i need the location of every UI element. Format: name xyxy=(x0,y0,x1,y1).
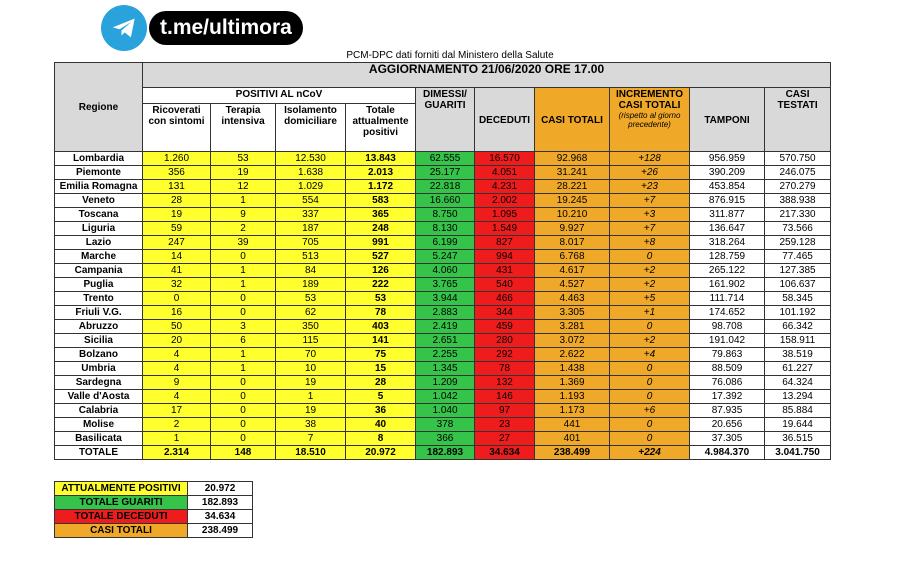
cell-ricoverati: 32 xyxy=(143,278,211,292)
cell-totale-positivi: 13.843 xyxy=(346,152,416,166)
cell-deceduti: 4.231 xyxy=(475,180,535,194)
cell-regione: Bolzano xyxy=(55,348,143,362)
cell-regione: Trento xyxy=(55,292,143,306)
cell-casi-totali: 4.527 xyxy=(535,278,610,292)
cell-incremento: +26 xyxy=(610,166,690,180)
cell-terapia: 0 xyxy=(211,432,276,446)
cell-deceduti: 146 xyxy=(475,390,535,404)
cell-incremento: +7 xyxy=(610,194,690,208)
cell-dimessi: 366 xyxy=(416,432,475,446)
cell-deceduti: 97 xyxy=(475,404,535,418)
cell-deceduti: 466 xyxy=(475,292,535,306)
cell-incremento: +7 xyxy=(610,222,690,236)
cell-casi-testati: 73.566 xyxy=(765,222,831,236)
table-row xyxy=(55,180,831,194)
cell-incremento: +1 xyxy=(610,306,690,320)
summary-row xyxy=(55,524,253,538)
summary-row xyxy=(55,482,253,496)
cell-tamponi: 79.863 xyxy=(690,348,765,362)
cell-incremento: +128 xyxy=(610,152,690,166)
cell-casi-totali: 92.968 xyxy=(535,152,610,166)
cell-isolamento: 62 xyxy=(276,306,346,320)
cell-tamponi: 111.714 xyxy=(690,292,765,306)
cell-dimessi: 2.651 xyxy=(416,334,475,348)
header-positivi: POSITIVI AL nCoV xyxy=(143,88,416,104)
header-incremento-label: INCREMENTO CASI TOTALI xyxy=(615,89,684,111)
cell-deceduti: 459 xyxy=(475,320,535,334)
cell-casi-testati: 388.938 xyxy=(765,194,831,208)
header-regione: Regione xyxy=(55,63,143,152)
cell-tamponi: 876.915 xyxy=(690,194,765,208)
cell-totale-positivi: 141 xyxy=(346,334,416,348)
cell-terapia: 0 xyxy=(211,306,276,320)
cell-tamponi: 191.042 xyxy=(690,334,765,348)
cell-ricoverati: 2 xyxy=(143,418,211,432)
cell-incremento: +2 xyxy=(610,334,690,348)
header-casi-totali: CASI TOTALI xyxy=(535,88,610,152)
cell-terapia: 0 xyxy=(211,404,276,418)
cell-casi-testati: 61.227 xyxy=(765,362,831,376)
cell-totale-positivi: 2.013 xyxy=(346,166,416,180)
cell-totale-positivi: 53 xyxy=(346,292,416,306)
cell-casi-totali: 8.017 xyxy=(535,236,610,250)
header-incremento xyxy=(610,88,690,152)
cell-isolamento: 10 xyxy=(276,362,346,376)
cell-casi-totali: 4.617 xyxy=(535,264,610,278)
cell-isolamento: 705 xyxy=(276,236,346,250)
cell-deceduti: 827 xyxy=(475,236,535,250)
cell-deceduti: 23 xyxy=(475,418,535,432)
cell-dimessi: 182.893 xyxy=(416,446,475,460)
channel-handle[interactable]: t.me/ultimora xyxy=(149,11,303,45)
cell-deceduti: 344 xyxy=(475,306,535,320)
cell-terapia: 39 xyxy=(211,236,276,250)
cell-casi-totali: 3.281 xyxy=(535,320,610,334)
total-row xyxy=(55,446,831,460)
cell-regione: Umbria xyxy=(55,362,143,376)
cell-isolamento: 19 xyxy=(276,404,346,418)
cell-incremento: 0 xyxy=(610,320,690,334)
cell-casi-testati: 259.128 xyxy=(765,236,831,250)
cell-terapia: 9 xyxy=(211,208,276,222)
cell-ricoverati: 1 xyxy=(143,432,211,446)
cell-totale-positivi: 5 xyxy=(346,390,416,404)
cell-casi-totali: 1.369 xyxy=(535,376,610,390)
summary-label: TOTALE GUARITI xyxy=(55,496,188,510)
cell-dimessi: 1.345 xyxy=(416,362,475,376)
cell-totale-positivi: 583 xyxy=(346,194,416,208)
summary-row xyxy=(55,496,253,510)
cell-tamponi: 136.647 xyxy=(690,222,765,236)
cell-casi-testati: 66.342 xyxy=(765,320,831,334)
cell-terapia: 2 xyxy=(211,222,276,236)
cell-totale-positivi: 126 xyxy=(346,264,416,278)
cell-isolamento: 115 xyxy=(276,334,346,348)
cell-regione: Valle d'Aosta xyxy=(55,390,143,404)
cell-regione: Campania xyxy=(55,264,143,278)
table-row xyxy=(55,166,831,180)
cell-regione: Basilicata xyxy=(55,432,143,446)
cell-regione: Liguria xyxy=(55,222,143,236)
cell-isolamento: 189 xyxy=(276,278,346,292)
cell-deceduti: 292 xyxy=(475,348,535,362)
cell-regione: Lombardia xyxy=(55,152,143,166)
cell-ricoverati: 4 xyxy=(143,362,211,376)
cell-casi-testati: 101.192 xyxy=(765,306,831,320)
cell-isolamento: 554 xyxy=(276,194,346,208)
cell-deceduti: 1.549 xyxy=(475,222,535,236)
header-tamponi: TAMPONI xyxy=(690,88,765,152)
cell-terapia: 0 xyxy=(211,418,276,432)
header-deceduti: DECEDUTI xyxy=(475,88,535,152)
cell-ricoverati: 14 xyxy=(143,250,211,264)
cell-casi-totali: 1.193 xyxy=(535,390,610,404)
cell-isolamento: 7 xyxy=(276,432,346,446)
cell-terapia: 1 xyxy=(211,362,276,376)
cell-incremento: 0 xyxy=(610,390,690,404)
cell-casi-totali: 31.241 xyxy=(535,166,610,180)
cell-terapia: 3 xyxy=(211,320,276,334)
cell-ricoverati: 4 xyxy=(143,390,211,404)
cell-isolamento: 1 xyxy=(276,390,346,404)
cell-incremento: +2 xyxy=(610,264,690,278)
header-isolamento: Isolamento domiciliare xyxy=(276,104,346,152)
cell-terapia: 53 xyxy=(211,152,276,166)
cell-dimessi: 6.199 xyxy=(416,236,475,250)
cell-terapia: 0 xyxy=(211,376,276,390)
cell-regione: Veneto xyxy=(55,194,143,208)
cell-terapia: 6 xyxy=(211,334,276,348)
cell-tamponi: 87.935 xyxy=(690,404,765,418)
header-dimessi: DIMESSI/ GUARITI xyxy=(416,88,475,152)
cell-dimessi: 2.883 xyxy=(416,306,475,320)
cell-casi-testati: 270.279 xyxy=(765,180,831,194)
table-row xyxy=(55,236,831,250)
cell-casi-totali: 3.072 xyxy=(535,334,610,348)
cell-regione: Lazio xyxy=(55,236,143,250)
cell-deceduti: 4.051 xyxy=(475,166,535,180)
cell-casi-testati: 58.345 xyxy=(765,292,831,306)
cell-regione: Emilia Romagna xyxy=(55,180,143,194)
cell-isolamento: 187 xyxy=(276,222,346,236)
cell-tamponi: 98.708 xyxy=(690,320,765,334)
cell-casi-testati: 246.075 xyxy=(765,166,831,180)
cell-tamponi: 174.652 xyxy=(690,306,765,320)
table-row xyxy=(55,432,831,446)
cell-ricoverati: 1.260 xyxy=(143,152,211,166)
cell-totale-positivi: 36 xyxy=(346,404,416,418)
cell-incremento: +23 xyxy=(610,180,690,194)
cell-terapia: 0 xyxy=(211,390,276,404)
cell-isolamento: 70 xyxy=(276,348,346,362)
cell-casi-testati: 13.294 xyxy=(765,390,831,404)
cell-casi-testati: 217.330 xyxy=(765,208,831,222)
table-row xyxy=(55,362,831,376)
cell-tamponi: 76.086 xyxy=(690,376,765,390)
cell-regione: Sardegna xyxy=(55,376,143,390)
covid-table xyxy=(54,62,831,460)
cell-isolamento: 12.530 xyxy=(276,152,346,166)
table-body xyxy=(55,152,831,460)
cell-dimessi: 8.750 xyxy=(416,208,475,222)
cell-casi-totali: 441 xyxy=(535,418,610,432)
cell-casi-testati: 64.324 xyxy=(765,376,831,390)
cell-regione: Sicilia xyxy=(55,334,143,348)
table-row xyxy=(55,334,831,348)
cell-totale-positivi: 991 xyxy=(346,236,416,250)
cell-incremento: 0 xyxy=(610,250,690,264)
cell-deceduti: 78 xyxy=(475,362,535,376)
cell-tamponi: 318.264 xyxy=(690,236,765,250)
header-casi-testati: CASI TESTATI xyxy=(765,88,831,152)
cell-deceduti: 1.095 xyxy=(475,208,535,222)
cell-casi-testati: 36.515 xyxy=(765,432,831,446)
cell-totale-positivi: 365 xyxy=(346,208,416,222)
cell-dimessi: 1.042 xyxy=(416,390,475,404)
update-title: AGGIORNAMENTO 21/06/2020 ORE 17.00 xyxy=(143,63,831,88)
summary-value: 182.893 xyxy=(188,496,253,510)
cell-dimessi: 16.660 xyxy=(416,194,475,208)
cell-casi-testati: 106.637 xyxy=(765,278,831,292)
cell-dimessi: 2.255 xyxy=(416,348,475,362)
summary-value: 20.972 xyxy=(188,482,253,496)
cell-deceduti: 540 xyxy=(475,278,535,292)
summary-row xyxy=(55,510,253,524)
cell-isolamento: 18.510 xyxy=(276,446,346,460)
cell-isolamento: 19 xyxy=(276,376,346,390)
cell-casi-totali: 1.173 xyxy=(535,404,610,418)
cell-casi-testati: 570.750 xyxy=(765,152,831,166)
header-totale-positivi: Totale attualmente positivi xyxy=(346,104,416,152)
summary-label: CASI TOTALI xyxy=(55,524,188,538)
cell-dimessi: 22.818 xyxy=(416,180,475,194)
cell-casi-testati: 85.884 xyxy=(765,404,831,418)
table-row xyxy=(55,264,831,278)
cell-deceduti: 280 xyxy=(475,334,535,348)
cell-casi-totali: 2.622 xyxy=(535,348,610,362)
cell-ricoverati: 50 xyxy=(143,320,211,334)
summary-label: TOTALE DECEDUTI xyxy=(55,510,188,524)
table-row xyxy=(55,194,831,208)
cell-regione: Calabria xyxy=(55,404,143,418)
cell-incremento: 0 xyxy=(610,432,690,446)
cell-incremento: +5 xyxy=(610,292,690,306)
cell-regione: TOTALE xyxy=(55,446,143,460)
cell-casi-testati: 3.041.750 xyxy=(765,446,831,460)
cell-totale-positivi: 78 xyxy=(346,306,416,320)
cell-deceduti: 34.634 xyxy=(475,446,535,460)
table-row xyxy=(55,152,831,166)
cell-ricoverati: 17 xyxy=(143,404,211,418)
cell-ricoverati: 131 xyxy=(143,180,211,194)
cell-deceduti: 2.002 xyxy=(475,194,535,208)
summary-value: 34.634 xyxy=(188,510,253,524)
table-row xyxy=(55,306,831,320)
cell-casi-totali: 10.210 xyxy=(535,208,610,222)
cell-ricoverati: 16 xyxy=(143,306,211,320)
cell-casi-totali: 6.768 xyxy=(535,250,610,264)
cell-regione: Piemonte xyxy=(55,166,143,180)
cell-dimessi: 2.419 xyxy=(416,320,475,334)
cell-dimessi: 1.040 xyxy=(416,404,475,418)
cell-dimessi: 378 xyxy=(416,418,475,432)
cell-incremento: 0 xyxy=(610,376,690,390)
cell-isolamento: 1.029 xyxy=(276,180,346,194)
cell-isolamento: 337 xyxy=(276,208,346,222)
cell-casi-totali: 19.245 xyxy=(535,194,610,208)
cell-ricoverati: 9 xyxy=(143,376,211,390)
cell-tamponi: 161.902 xyxy=(690,278,765,292)
cell-ricoverati: 2.314 xyxy=(143,446,211,460)
cell-tamponi: 17.392 xyxy=(690,390,765,404)
cell-incremento: +6 xyxy=(610,404,690,418)
cell-casi-totali: 4.463 xyxy=(535,292,610,306)
cell-isolamento: 350 xyxy=(276,320,346,334)
cell-casi-totali: 401 xyxy=(535,432,610,446)
summary-body xyxy=(55,482,253,538)
cell-isolamento: 84 xyxy=(276,264,346,278)
cell-tamponi: 37.305 xyxy=(690,432,765,446)
cell-ricoverati: 247 xyxy=(143,236,211,250)
cell-terapia: 1 xyxy=(211,348,276,362)
cell-incremento: +8 xyxy=(610,236,690,250)
cell-regione: Marche xyxy=(55,250,143,264)
cell-totale-positivi: 40 xyxy=(346,418,416,432)
cell-tamponi: 956.959 xyxy=(690,152,765,166)
cell-deceduti: 27 xyxy=(475,432,535,446)
cell-terapia: 19 xyxy=(211,166,276,180)
telegram-icon xyxy=(101,5,147,51)
source-caption: PCM-DPC dati forniti dal Ministero della Salute xyxy=(346,50,554,61)
cell-dimessi: 5.247 xyxy=(416,250,475,264)
cell-deceduti: 431 xyxy=(475,264,535,278)
cell-incremento: 0 xyxy=(610,362,690,376)
cell-casi-testati: 158.911 xyxy=(765,334,831,348)
cell-isolamento: 1.638 xyxy=(276,166,346,180)
cell-incremento: +3 xyxy=(610,208,690,222)
cell-terapia: 1 xyxy=(211,278,276,292)
cell-ricoverati: 28 xyxy=(143,194,211,208)
cell-ricoverati: 59 xyxy=(143,222,211,236)
cell-incremento: +2 xyxy=(610,278,690,292)
cell-totale-positivi: 20.972 xyxy=(346,446,416,460)
cell-deceduti: 994 xyxy=(475,250,535,264)
table-row xyxy=(55,404,831,418)
header-incremento-note: (rispetto al giorno precedente) xyxy=(618,111,681,129)
cell-dimessi: 3.765 xyxy=(416,278,475,292)
cell-regione: Abruzzo xyxy=(55,320,143,334)
cell-totale-positivi: 403 xyxy=(346,320,416,334)
cell-terapia: 12 xyxy=(211,180,276,194)
table-row xyxy=(55,292,831,306)
cell-isolamento: 53 xyxy=(276,292,346,306)
cell-regione: Friuli V.G. xyxy=(55,306,143,320)
cell-tamponi: 20.656 xyxy=(690,418,765,432)
table-row xyxy=(55,390,831,404)
cell-incremento: +224 xyxy=(610,446,690,460)
table-row xyxy=(55,376,831,390)
cell-tamponi: 4.984.370 xyxy=(690,446,765,460)
header-terapia: Terapia intensiva xyxy=(211,104,276,152)
table-row xyxy=(55,418,831,432)
cell-terapia: 0 xyxy=(211,250,276,264)
cell-casi-testati: 19.644 xyxy=(765,418,831,432)
cell-casi-totali: 238.499 xyxy=(535,446,610,460)
cell-ricoverati: 356 xyxy=(143,166,211,180)
cell-totale-positivi: 28 xyxy=(346,376,416,390)
cell-totale-positivi: 8 xyxy=(346,432,416,446)
header-ricoverati: Ricoverati con sintomi xyxy=(143,104,211,152)
cell-dimessi: 25.177 xyxy=(416,166,475,180)
cell-incremento: 0 xyxy=(610,418,690,432)
cell-casi-totali: 3.305 xyxy=(535,306,610,320)
cell-regione: Molise xyxy=(55,418,143,432)
cell-isolamento: 38 xyxy=(276,418,346,432)
table-row xyxy=(55,320,831,334)
cell-incremento: +4 xyxy=(610,348,690,362)
table-row xyxy=(55,250,831,264)
table-row xyxy=(55,348,831,362)
cell-totale-positivi: 527 xyxy=(346,250,416,264)
table-row xyxy=(55,222,831,236)
cell-dimessi: 4.060 xyxy=(416,264,475,278)
cell-tamponi: 311.877 xyxy=(690,208,765,222)
cell-regione: Toscana xyxy=(55,208,143,222)
cell-ricoverati: 4 xyxy=(143,348,211,362)
cell-totale-positivi: 248 xyxy=(346,222,416,236)
cell-casi-testati: 127.385 xyxy=(765,264,831,278)
cell-casi-totali: 1.438 xyxy=(535,362,610,376)
cell-ricoverati: 19 xyxy=(143,208,211,222)
cell-dimessi: 1.209 xyxy=(416,376,475,390)
table-row xyxy=(55,278,831,292)
cell-totale-positivi: 1.172 xyxy=(346,180,416,194)
cell-terapia: 1 xyxy=(211,264,276,278)
cell-totale-positivi: 222 xyxy=(346,278,416,292)
cell-deceduti: 132 xyxy=(475,376,535,390)
cell-terapia: 148 xyxy=(211,446,276,460)
cell-regione: Puglia xyxy=(55,278,143,292)
cell-ricoverati: 0 xyxy=(143,292,211,306)
cell-totale-positivi: 15 xyxy=(346,362,416,376)
summary-label: ATTUALMENTE POSITIVI xyxy=(55,482,188,496)
cell-tamponi: 128.759 xyxy=(690,250,765,264)
cell-tamponi: 390.209 xyxy=(690,166,765,180)
summary-box xyxy=(54,481,253,538)
cell-terapia: 1 xyxy=(211,194,276,208)
brand-badge[interactable] xyxy=(101,5,303,51)
cell-casi-testati: 38.519 xyxy=(765,348,831,362)
cell-casi-totali: 9.927 xyxy=(535,222,610,236)
summary-value: 238.499 xyxy=(188,524,253,538)
cell-casi-testati: 77.465 xyxy=(765,250,831,264)
cell-dimessi: 8.130 xyxy=(416,222,475,236)
cell-terapia: 0 xyxy=(211,292,276,306)
table-row xyxy=(55,208,831,222)
cell-tamponi: 453.854 xyxy=(690,180,765,194)
cell-isolamento: 513 xyxy=(276,250,346,264)
cell-dimessi: 3.944 xyxy=(416,292,475,306)
cell-totale-positivi: 75 xyxy=(346,348,416,362)
cell-tamponi: 88.509 xyxy=(690,362,765,376)
cell-ricoverati: 20 xyxy=(143,334,211,348)
cell-tamponi: 265.122 xyxy=(690,264,765,278)
cell-ricoverati: 41 xyxy=(143,264,211,278)
cell-dimessi: 62.555 xyxy=(416,152,475,166)
cell-deceduti: 16.570 xyxy=(475,152,535,166)
cell-casi-totali: 28.221 xyxy=(535,180,610,194)
